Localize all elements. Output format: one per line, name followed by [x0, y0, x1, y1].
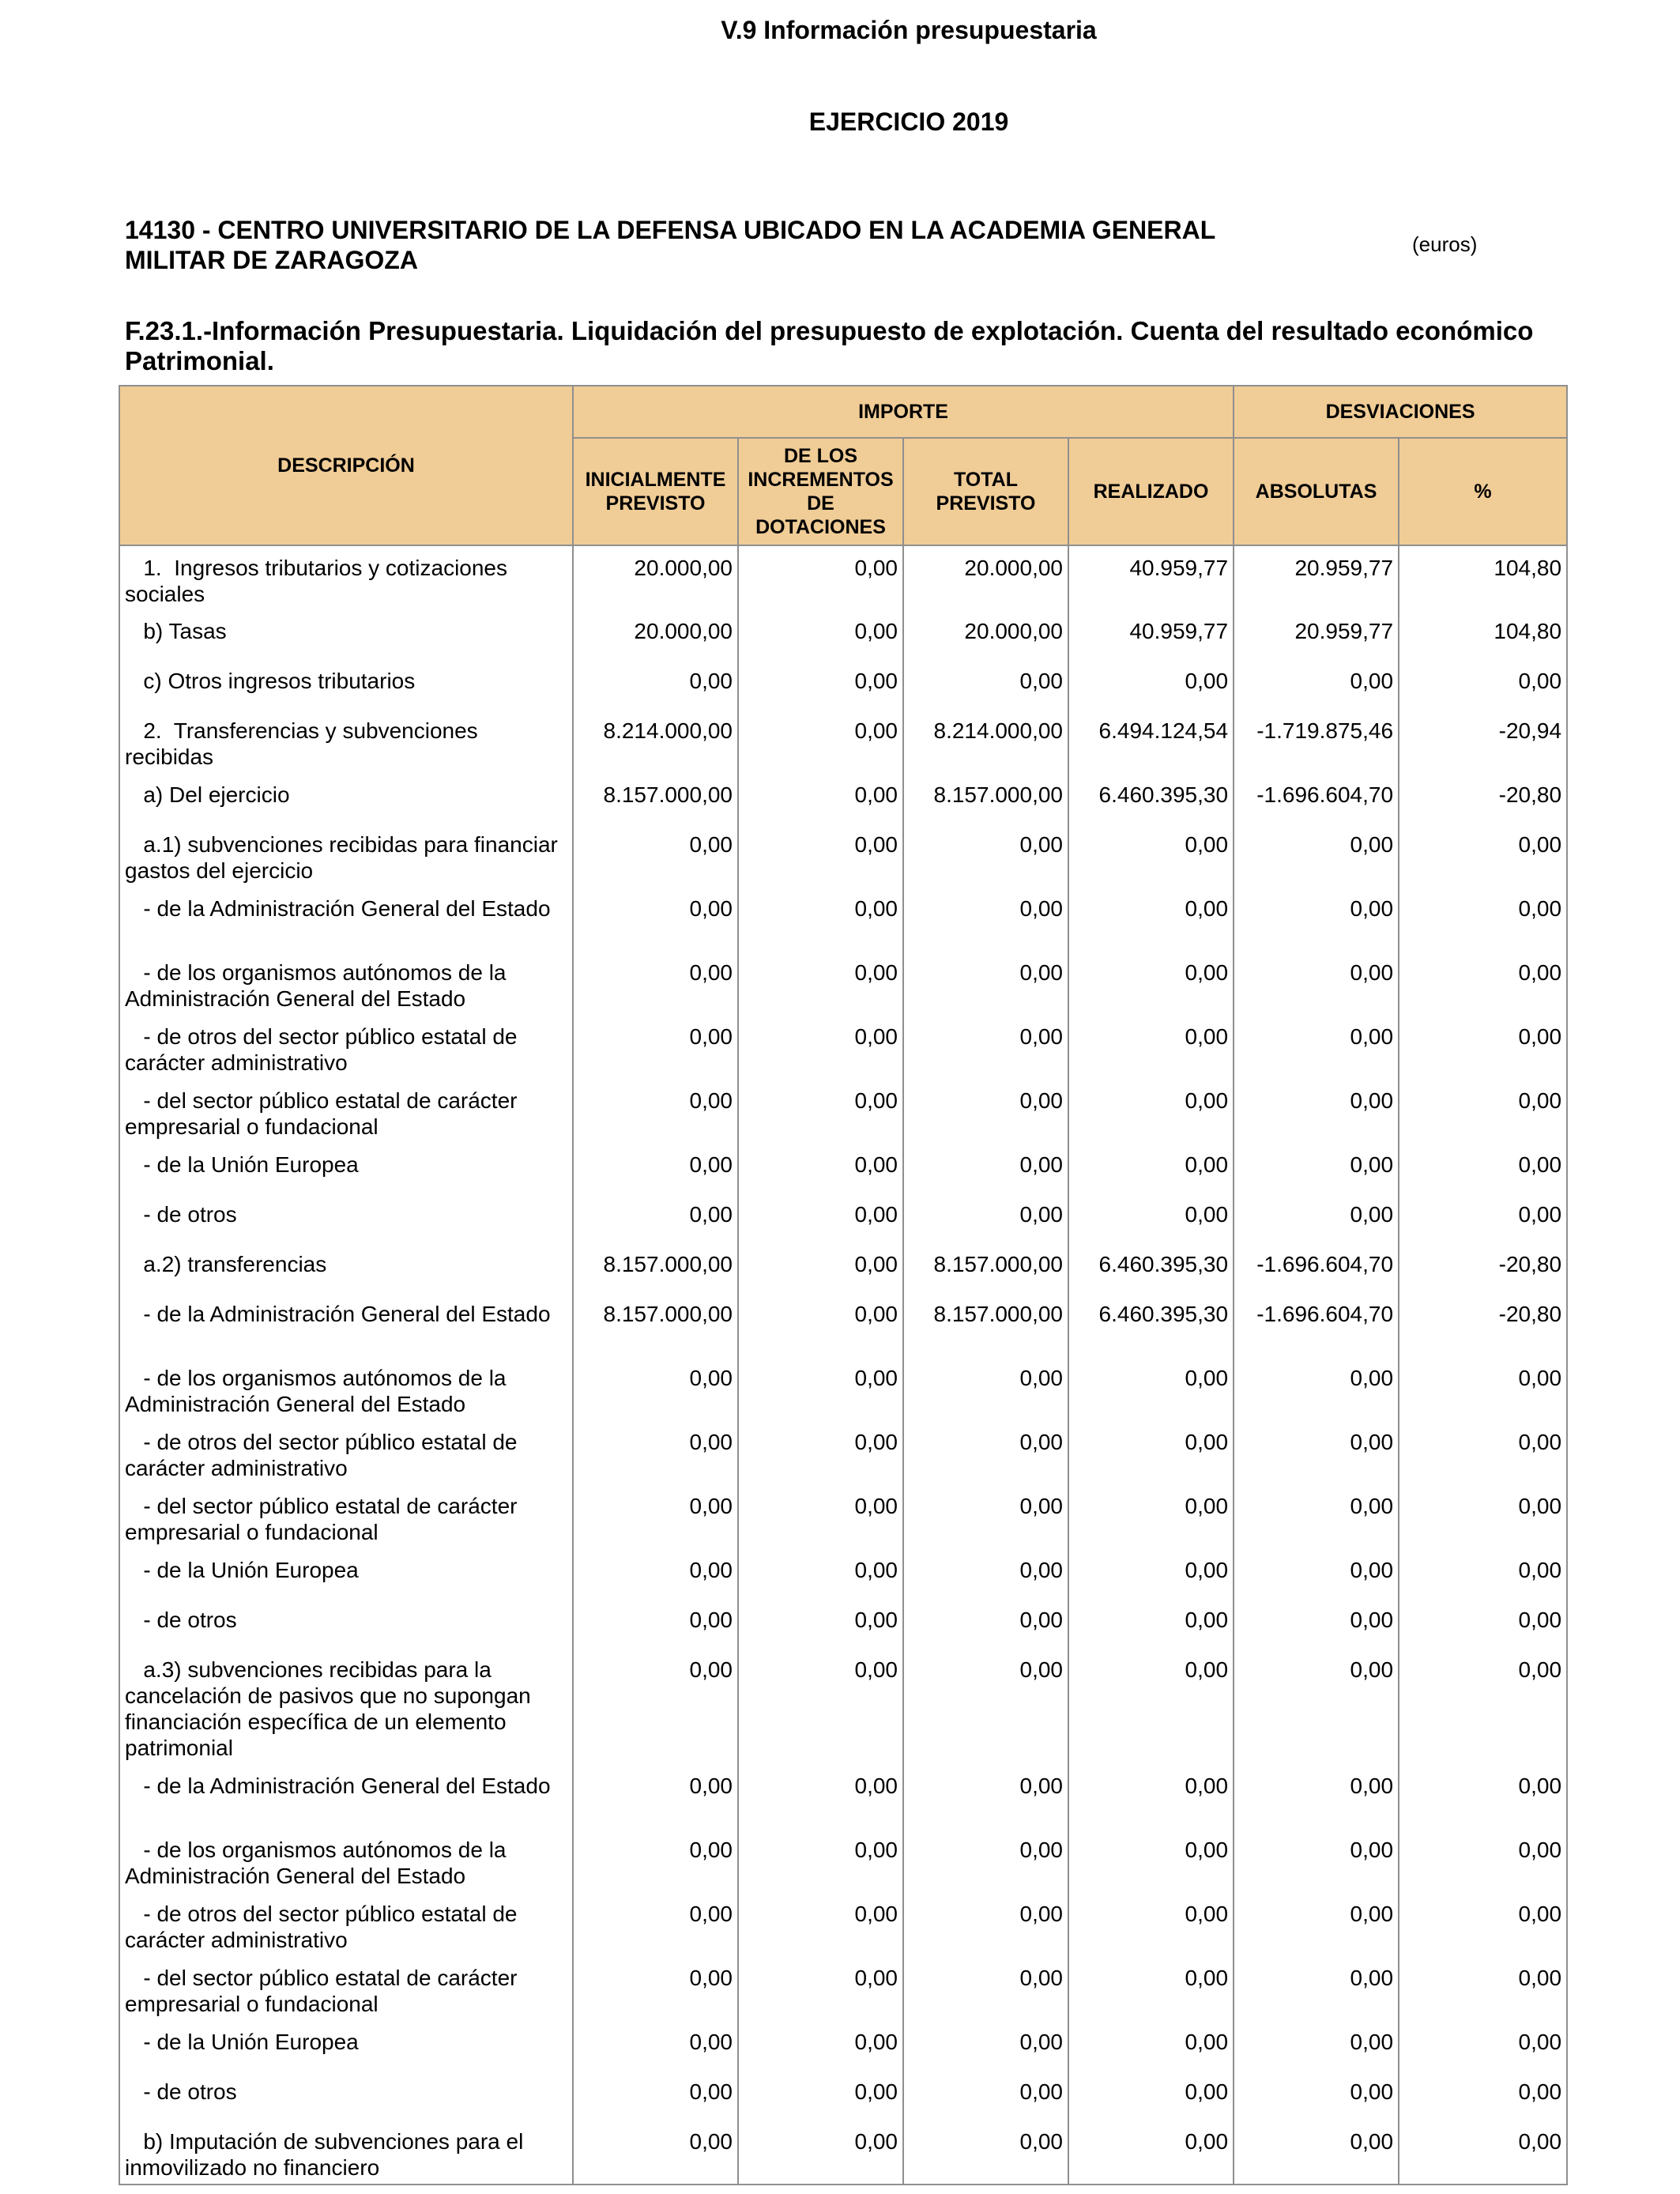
row-description: - de la Administración General del Estado: [119, 1764, 573, 1828]
table-row: [119, 1764, 1567, 1828]
row-description: - de la Unión Europea: [119, 2020, 573, 2070]
cell-total-previsto: 8.157.000,00: [903, 1292, 1068, 1356]
cell-porcentaje: 0,00: [1399, 823, 1567, 887]
cell-inicialmente-previsto: 0,00: [573, 2120, 738, 2185]
cell-absolutas: 0,00: [1234, 1079, 1399, 1143]
cell-total-previsto: 8.157.000,00: [903, 1242, 1068, 1292]
cell-absolutas: -1.696.604,70: [1234, 1292, 1399, 1356]
cell-incrementos-dotaciones: 0,00: [738, 823, 903, 887]
cell-porcentaje: 0,00: [1399, 951, 1567, 1015]
cell-porcentaje: 0,00: [1399, 659, 1567, 709]
table-row: [119, 951, 1567, 1015]
cell-incrementos-dotaciones: 0,00: [738, 1015, 903, 1079]
cell-porcentaje: 0,00: [1399, 1828, 1567, 1892]
row-description: a.1) subvenciones recibidas para financiar gastos del ejercicio: [119, 823, 573, 887]
header-importe: IMPORTE: [573, 386, 1234, 438]
cell-inicialmente-previsto: 20.000,00: [573, 609, 738, 659]
units-label: (euros): [1412, 232, 1478, 256]
cell-absolutas: 0,00: [1234, 1548, 1399, 1598]
entity-title: 14130 - CENTRO UNIVERSITARIO DE LA DEFENSA UBICADO EN LA ACADEMIA GENERAL MILITAR DE ZARAGOZA: [125, 216, 1215, 274]
cell-absolutas: 0,00: [1234, 2020, 1399, 2070]
cell-inicialmente-previsto: 0,00: [573, 823, 738, 887]
cell-total-previsto: 0,00: [903, 1484, 1068, 1548]
row-description: - de los organismos autónomos de la Administración General del Estado: [119, 1828, 573, 1892]
cell-incrementos-dotaciones: 0,00: [738, 545, 903, 609]
row-description: - de los organismos autónomos de la Administración General del Estado: [119, 951, 573, 1015]
row-description: - de otros del sector público estatal de carácter administrativo: [119, 1892, 573, 1956]
cell-inicialmente-previsto: 0,00: [573, 1143, 738, 1193]
cell-total-previsto: 0,00: [903, 2070, 1068, 2120]
cell-inicialmente-previsto: 8.157.000,00: [573, 773, 738, 823]
table-row: [119, 1648, 1567, 1764]
cell-porcentaje: -20,80: [1399, 1242, 1567, 1292]
cell-inicialmente-previsto: 0,00: [573, 1598, 738, 1648]
cell-absolutas: -1.696.604,70: [1234, 1242, 1399, 1292]
header-realizado: REALIZADO: [1068, 438, 1234, 545]
cell-incrementos-dotaciones: 0,00: [738, 1892, 903, 1956]
cell-absolutas: 0,00: [1234, 1892, 1399, 1956]
cell-incrementos-dotaciones: 0,00: [738, 951, 903, 1015]
cell-incrementos-dotaciones: 0,00: [738, 1764, 903, 1828]
cell-total-previsto: 0,00: [903, 1015, 1068, 1079]
header-porcentaje: %: [1399, 438, 1567, 545]
cell-total-previsto: 8.214.000,00: [903, 709, 1068, 773]
cell-absolutas: 20.959,77: [1234, 545, 1399, 609]
cell-porcentaje: 104,80: [1399, 609, 1567, 659]
cell-porcentaje: 0,00: [1399, 887, 1567, 951]
cell-porcentaje: 0,00: [1399, 1079, 1567, 1143]
cell-realizado: 0,00: [1068, 1892, 1234, 1956]
cell-absolutas: 0,00: [1234, 1420, 1399, 1484]
cell-realizado: 0,00: [1068, 1079, 1234, 1143]
cell-total-previsto: 0,00: [903, 2120, 1068, 2185]
cell-incrementos-dotaciones: 0,00: [738, 1420, 903, 1484]
table-row: [119, 1356, 1567, 1420]
cell-total-previsto: 0,00: [903, 951, 1068, 1015]
row-description: - de otros: [119, 1598, 573, 1648]
cell-realizado: 6.460.395,30: [1068, 1242, 1234, 1292]
cell-incrementos-dotaciones: 0,00: [738, 887, 903, 951]
cell-total-previsto: 0,00: [903, 659, 1068, 709]
header-descripcion: DESCRIPCIÓN: [119, 386, 573, 545]
table-row: [119, 1828, 1567, 1892]
cell-incrementos-dotaciones: 0,00: [738, 609, 903, 659]
cell-porcentaje: 0,00: [1399, 1356, 1567, 1420]
header-inicialmente-previsto: INICIALMENTE PREVISTO: [573, 438, 738, 545]
cell-porcentaje: -20,94: [1399, 709, 1567, 773]
cell-porcentaje: 0,00: [1399, 2070, 1567, 2120]
cell-incrementos-dotaciones: 0,00: [738, 1356, 903, 1420]
cell-total-previsto: 0,00: [903, 2020, 1068, 2070]
cell-total-previsto: 20.000,00: [903, 545, 1068, 609]
cell-porcentaje: 0,00: [1399, 2120, 1567, 2185]
cell-realizado: 0,00: [1068, 887, 1234, 951]
cell-realizado: 0,00: [1068, 951, 1234, 1015]
table-row: [119, 1548, 1567, 1598]
cell-inicialmente-previsto: 0,00: [573, 659, 738, 709]
table-row: [119, 1484, 1567, 1548]
cell-incrementos-dotaciones: 0,00: [738, 1242, 903, 1292]
cell-realizado: 0,00: [1068, 1956, 1234, 2020]
row-description: 1. Ingresos tributarios y cotizaciones sociales: [119, 545, 573, 609]
cell-incrementos-dotaciones: 0,00: [738, 773, 903, 823]
cell-porcentaje: -20,80: [1399, 1292, 1567, 1356]
cell-inicialmente-previsto: 0,00: [573, 951, 738, 1015]
cell-porcentaje: 0,00: [1399, 1892, 1567, 1956]
cell-total-previsto: 0,00: [903, 1764, 1068, 1828]
cell-inicialmente-previsto: 0,00: [573, 2020, 738, 2070]
table-row: [119, 1015, 1567, 1079]
cell-incrementos-dotaciones: 0,00: [738, 1193, 903, 1242]
cell-porcentaje: 0,00: [1399, 2020, 1567, 2070]
cell-inicialmente-previsto: 0,00: [573, 2070, 738, 2120]
cell-incrementos-dotaciones: 0,00: [738, 1079, 903, 1143]
cell-realizado: 0,00: [1068, 1598, 1234, 1648]
cell-absolutas: 0,00: [1234, 2120, 1399, 2185]
cell-realizado: 0,00: [1068, 1420, 1234, 1484]
cell-total-previsto: 20.000,00: [903, 609, 1068, 659]
row-description: - del sector público estatal de carácter empresarial o fundacional: [119, 1484, 573, 1548]
cell-absolutas: -1.719.875,46: [1234, 709, 1399, 773]
row-description: - de otros: [119, 2070, 573, 2120]
cell-porcentaje: 0,00: [1399, 1015, 1567, 1079]
cell-total-previsto: 0,00: [903, 1193, 1068, 1242]
cell-absolutas: 0,00: [1234, 887, 1399, 951]
table-row: [119, 2120, 1567, 2185]
cell-realizado: 0,00: [1068, 823, 1234, 887]
cell-total-previsto: 0,00: [903, 1892, 1068, 1956]
cell-absolutas: 0,00: [1234, 1828, 1399, 1892]
cell-inicialmente-previsto: 0,00: [573, 1484, 738, 1548]
cell-realizado: 0,00: [1068, 1764, 1234, 1828]
row-description: a.3) subvenciones recibidas para la cancelación de pasivos que no supongan financiación específica de un elemento patrimonial: [119, 1648, 573, 1764]
cell-total-previsto: 0,00: [903, 1828, 1068, 1892]
table-row: [119, 1598, 1567, 1648]
cell-absolutas: 0,00: [1234, 823, 1399, 887]
cell-incrementos-dotaciones: 0,00: [738, 1828, 903, 1892]
row-description: - del sector público estatal de carácter empresarial o fundacional: [119, 1079, 573, 1143]
table-row: [119, 1956, 1567, 2020]
cell-realizado: 0,00: [1068, 1356, 1234, 1420]
cell-absolutas: 0,00: [1234, 659, 1399, 709]
cell-total-previsto: 0,00: [903, 823, 1068, 887]
cell-absolutas: 20.959,77: [1234, 609, 1399, 659]
cell-total-previsto: 0,00: [903, 1420, 1068, 1484]
cell-inicialmente-previsto: 0,00: [573, 1420, 738, 1484]
cell-total-previsto: 8.157.000,00: [903, 773, 1068, 823]
cell-porcentaje: 0,00: [1399, 1648, 1567, 1764]
table-row: [119, 609, 1567, 659]
cell-realizado: 0,00: [1068, 1648, 1234, 1764]
cell-incrementos-dotaciones: 0,00: [738, 2020, 903, 2070]
cell-realizado: 6.494.124,54: [1068, 709, 1234, 773]
table-row: [119, 659, 1567, 709]
cell-absolutas: 0,00: [1234, 1956, 1399, 2020]
cell-inicialmente-previsto: 20.000,00: [573, 545, 738, 609]
cell-absolutas: 0,00: [1234, 1648, 1399, 1764]
cell-porcentaje: 0,00: [1399, 1143, 1567, 1193]
cell-realizado: 0,00: [1068, 1828, 1234, 1892]
section-title: V.9 Información presupuestaria: [721, 16, 1097, 44]
cell-absolutas: 0,00: [1234, 2070, 1399, 2120]
cell-inicialmente-previsto: 8.157.000,00: [573, 1242, 738, 1292]
table-row: [119, 709, 1567, 773]
table-row: [119, 823, 1567, 887]
cell-inicialmente-previsto: 0,00: [573, 1648, 738, 1764]
table-row: [119, 1193, 1567, 1242]
cell-porcentaje: 0,00: [1399, 1193, 1567, 1242]
cell-realizado: 0,00: [1068, 1015, 1234, 1079]
cell-incrementos-dotaciones: 0,00: [738, 709, 903, 773]
cell-realizado: 6.460.395,30: [1068, 1292, 1234, 1356]
row-description: b) Imputación de subvenciones para el inmovilizado no financiero: [119, 2120, 573, 2185]
cell-porcentaje: 0,00: [1399, 1420, 1567, 1484]
table-row: [119, 1892, 1567, 1956]
cell-total-previsto: 0,00: [903, 1598, 1068, 1648]
cell-inicialmente-previsto: 0,00: [573, 1828, 738, 1892]
row-description: - de los organismos autónomos de la Administración General del Estado: [119, 1356, 573, 1420]
cell-realizado: 0,00: [1068, 1548, 1234, 1598]
cell-porcentaje: 0,00: [1399, 1484, 1567, 1548]
cell-porcentaje: 0,00: [1399, 1548, 1567, 1598]
table-row: [119, 1292, 1567, 1356]
cell-absolutas: 0,00: [1234, 1764, 1399, 1828]
cell-realizado: 6.460.395,30: [1068, 773, 1234, 823]
table-row: [119, 2070, 1567, 2120]
cell-inicialmente-previsto: 0,00: [573, 1015, 738, 1079]
cell-incrementos-dotaciones: 0,00: [738, 1484, 903, 1548]
cell-absolutas: 0,00: [1234, 1015, 1399, 1079]
row-description: - de otros del sector público estatal de carácter administrativo: [119, 1015, 573, 1079]
cell-absolutas: 0,00: [1234, 1598, 1399, 1648]
header-incrementos-dotaciones: DE LOS INCREMENTOS DE DOTACIONES: [738, 438, 903, 545]
cell-total-previsto: 0,00: [903, 887, 1068, 951]
cell-inicialmente-previsto: 8.214.000,00: [573, 709, 738, 773]
row-description: 2. Transferencias y subvenciones recibidas: [119, 709, 573, 773]
cell-realizado: 0,00: [1068, 2120, 1234, 2185]
table-row: [119, 545, 1567, 609]
cell-inicialmente-previsto: 0,00: [573, 1548, 738, 1598]
cell-porcentaje: 104,80: [1399, 545, 1567, 609]
row-description: - de la Administración General del Estado: [119, 887, 573, 951]
row-description: - del sector público estatal de carácter empresarial o fundacional: [119, 1956, 573, 2020]
cell-incrementos-dotaciones: 0,00: [738, 1956, 903, 2020]
cell-inicialmente-previsto: 0,00: [573, 1193, 738, 1242]
cell-realizado: 0,00: [1068, 2070, 1234, 2120]
cell-realizado: 0,00: [1068, 659, 1234, 709]
table-row: [119, 1079, 1567, 1143]
cell-incrementos-dotaciones: 0,00: [738, 2120, 903, 2185]
cell-incrementos-dotaciones: 0,00: [738, 659, 903, 709]
cell-total-previsto: 0,00: [903, 1143, 1068, 1193]
row-description: - de la Unión Europea: [119, 1548, 573, 1598]
cell-inicialmente-previsto: 0,00: [573, 1892, 738, 1956]
cell-incrementos-dotaciones: 0,00: [738, 1648, 903, 1764]
row-description: a) Del ejercicio: [119, 773, 573, 823]
cell-porcentaje: -20,80: [1399, 773, 1567, 823]
cell-absolutas: 0,00: [1234, 1356, 1399, 1420]
cell-incrementos-dotaciones: 0,00: [738, 1292, 903, 1356]
table-row: [119, 887, 1567, 951]
table-row: [119, 1143, 1567, 1193]
cell-incrementos-dotaciones: 0,00: [738, 1143, 903, 1193]
cell-incrementos-dotaciones: 0,00: [738, 2070, 903, 2120]
table-body: [119, 545, 1567, 2185]
row-description: a.2) transferencias: [119, 1242, 573, 1292]
cell-inicialmente-previsto: 0,00: [573, 1956, 738, 2020]
cell-inicialmente-previsto: 0,00: [573, 1356, 738, 1420]
cell-total-previsto: 0,00: [903, 1956, 1068, 2020]
table-row: [119, 773, 1567, 823]
cell-absolutas: 0,00: [1234, 951, 1399, 1015]
row-description: b) Tasas: [119, 609, 573, 659]
row-description: - de otros: [119, 1193, 573, 1242]
cell-total-previsto: 0,00: [903, 1079, 1068, 1143]
cell-total-previsto: 0,00: [903, 1356, 1068, 1420]
cell-inicialmente-previsto: 0,00: [573, 1764, 738, 1828]
cell-porcentaje: 0,00: [1399, 1956, 1567, 2020]
row-description: - de la Unión Europea: [119, 1143, 573, 1193]
row-description: c) Otros ingresos tributarios: [119, 659, 573, 709]
cell-absolutas: 0,00: [1234, 1143, 1399, 1193]
cell-realizado: 40.959,77: [1068, 609, 1234, 659]
cell-inicialmente-previsto: 0,00: [573, 1079, 738, 1143]
cell-incrementos-dotaciones: 0,00: [738, 1548, 903, 1598]
year-title: EJERCICIO 2019: [808, 107, 1009, 136]
header-desviaciones: DESVIACIONES: [1234, 386, 1567, 438]
cell-total-previsto: 0,00: [903, 1548, 1068, 1598]
cell-absolutas: 0,00: [1234, 1484, 1399, 1548]
cell-inicialmente-previsto: 8.157.000,00: [573, 1292, 738, 1356]
cell-realizado: 0,00: [1068, 1484, 1234, 1548]
cell-porcentaje: 0,00: [1399, 1598, 1567, 1648]
table-row: [119, 1242, 1567, 1292]
cell-porcentaje: 0,00: [1399, 1764, 1567, 1828]
budget-table: [119, 385, 1568, 2185]
form-title: F.23.1.-Información Presupuestaria. Liquidación del presupuesto de explotación. Cuenta del resultado económico Patrimonial.: [125, 316, 1534, 375]
header-absolutas: ABSOLUTAS: [1234, 438, 1399, 545]
cell-total-previsto: 0,00: [903, 1648, 1068, 1764]
table-row: [119, 2020, 1567, 2070]
cell-realizado: 0,00: [1068, 1143, 1234, 1193]
cell-realizado: 0,00: [1068, 1193, 1234, 1242]
row-description: - de la Administración General del Estado: [119, 1292, 573, 1356]
row-description: - de otros del sector público estatal de carácter administrativo: [119, 1420, 573, 1484]
cell-absolutas: -1.696.604,70: [1234, 773, 1399, 823]
cell-absolutas: 0,00: [1234, 1193, 1399, 1242]
cell-incrementos-dotaciones: 0,00: [738, 1598, 903, 1648]
cell-realizado: 0,00: [1068, 2020, 1234, 2070]
cell-realizado: 40.959,77: [1068, 545, 1234, 609]
cell-inicialmente-previsto: 0,00: [573, 887, 738, 951]
header-total-previsto: TOTAL PREVISTO: [903, 438, 1068, 545]
table-row: [119, 1420, 1567, 1484]
